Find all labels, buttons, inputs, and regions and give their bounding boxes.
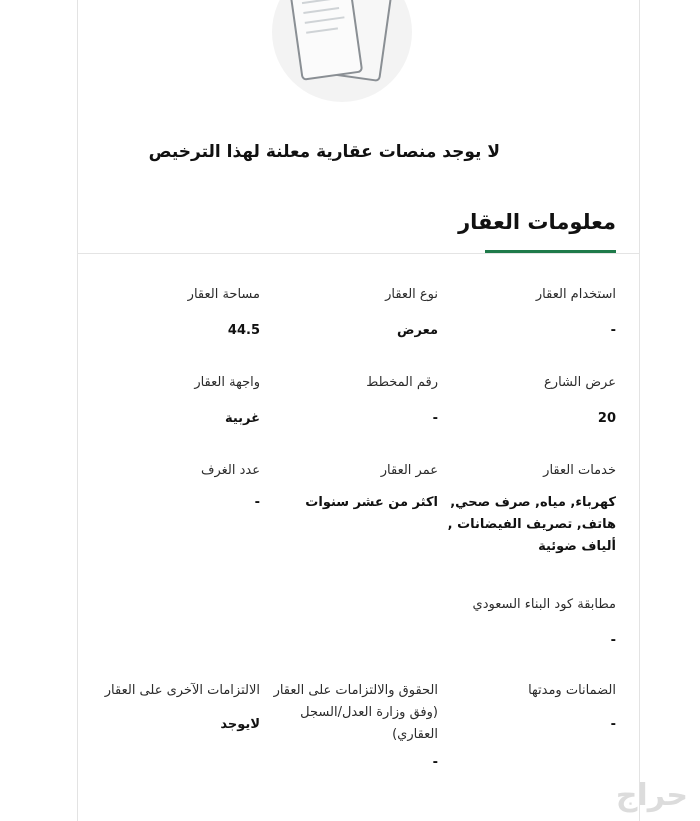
field-label: عمر العقار [380, 463, 438, 478]
frame-border-left [77, 0, 78, 821]
field-other-obligations [90, 680, 260, 736]
documents-icon [270, 0, 415, 105]
field-value: لايوجد [220, 717, 260, 732]
section-divider [78, 253, 639, 254]
field-rights-obligations [268, 680, 438, 774]
field-label: رقم المخطط [366, 375, 438, 390]
field-label: عدد الغرف [201, 463, 260, 478]
field-property-usage [446, 284, 616, 342]
field-rooms-count [90, 460, 260, 514]
field-plan-number [263, 372, 438, 430]
field-label: الضمانات ومدتها [528, 683, 616, 698]
field-value: اكثر من عشر سنوات [305, 495, 438, 510]
field-value: 20 [597, 411, 616, 426]
field-property-area [90, 284, 260, 342]
field-value: - [432, 411, 438, 426]
field-label: مطابقة كود البناء السعودي [472, 597, 616, 612]
field-value: كهرباء, مياه, صرف صحي, هاتف, تصريف الفيضانات , ألياف ضوئية [447, 495, 616, 554]
field-value: - [254, 495, 260, 510]
field-label: عرض الشارع [544, 375, 616, 390]
field-property-type [263, 284, 438, 342]
frame-border-right [639, 0, 640, 821]
empty-state-message: لا يوجد منصات عقارية معلنة لهذا الترخيص [148, 142, 500, 162]
field-value: - [432, 755, 438, 770]
field-value: - [610, 323, 616, 338]
field-property-age [263, 460, 438, 514]
field-label: مساحة العقار [187, 287, 260, 302]
field-value: معرض [397, 323, 438, 338]
field-street-width [446, 372, 616, 430]
field-guarantees [446, 680, 616, 736]
field-label: واجهة العقار [194, 375, 260, 390]
field-building-code [416, 594, 616, 652]
field-facade [90, 372, 260, 430]
field-label: الحقوق والالتزامات على العقار (وفق وزارة العدل/السجل العقاري) [273, 683, 438, 742]
field-label: الالتزامات الآخرى على العقار [104, 683, 260, 698]
field-value: - [610, 633, 616, 648]
field-property-services [444, 460, 616, 558]
field-value: - [610, 717, 616, 732]
section-title: معلومات العقار [458, 210, 616, 234]
haraj-logo: حراج [615, 778, 688, 813]
field-label: نوع العقار [385, 287, 438, 302]
field-label: خدمات العقار [543, 463, 616, 478]
field-value: 44.5 [227, 323, 260, 338]
field-value: غربية [224, 411, 260, 426]
field-label: استخدام العقار [535, 287, 616, 302]
